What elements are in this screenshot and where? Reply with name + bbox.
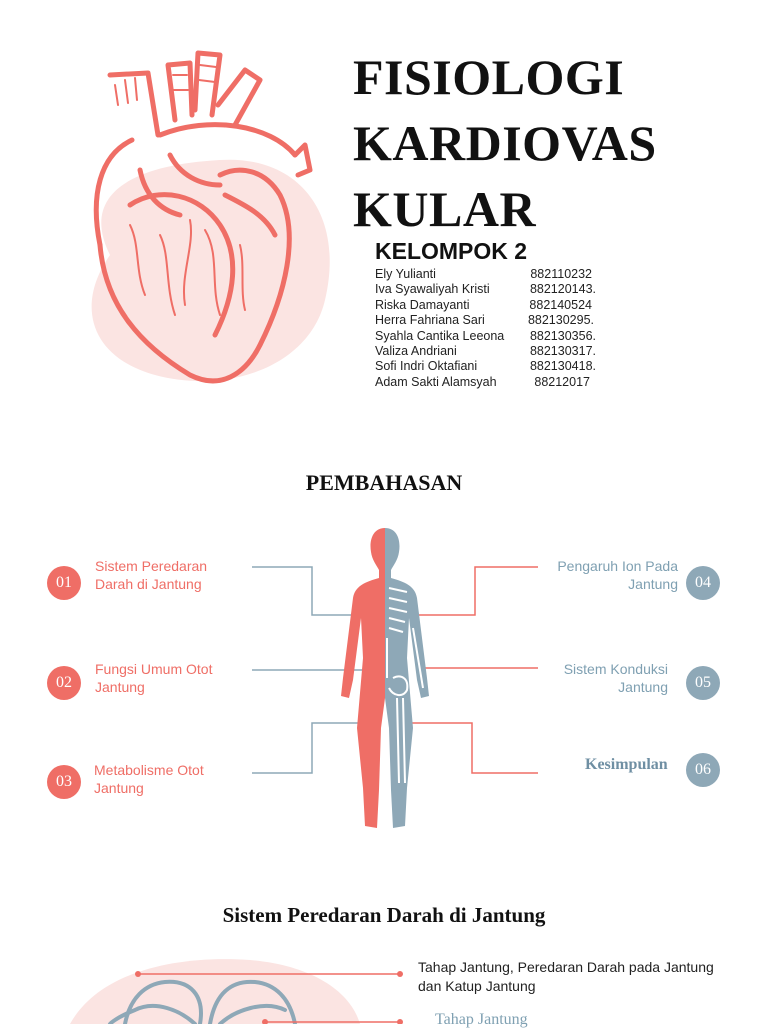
member-row xyxy=(375,375,605,390)
member-row xyxy=(375,359,605,374)
topic-label-02: Fungsi Umum Otot Jantung xyxy=(95,661,213,695)
member-nim: 882130356. xyxy=(529,328,596,343)
topic-badge-03: 03 xyxy=(47,765,81,799)
topic-badge-02: 02 xyxy=(47,666,81,700)
member-name: Iva Syawaliyah Kristi xyxy=(375,282,490,297)
member-nim: 882130418. xyxy=(529,359,596,374)
member-name: Herra Fahriana Sari xyxy=(375,313,485,328)
lungs-illustration xyxy=(60,950,420,1024)
member-row xyxy=(375,282,605,297)
member-nim: 882130317. xyxy=(529,343,596,358)
topic-badge-06: 06 xyxy=(686,753,720,787)
topic-label-03: Metabolisme Otot Jantung xyxy=(94,762,204,796)
member-nim: 882140524 xyxy=(529,297,592,312)
member-name: Sofi Indri Oktafiani xyxy=(375,359,478,374)
member-row xyxy=(375,313,605,328)
member-list xyxy=(375,267,605,390)
topic-badge-05: 05 xyxy=(686,666,720,700)
member-nim: 882120143. xyxy=(529,282,596,297)
member-name: Ely Yulianti xyxy=(375,267,436,281)
topic-label-05: Sistem Konduksi Jantung xyxy=(563,661,668,695)
member-name: Adam Sakti Alamsyah xyxy=(375,374,497,389)
heart-illustration xyxy=(70,45,340,390)
section2-point-2: Tahap Jantung xyxy=(435,1011,528,1028)
title-line-2: KARDIOVAS xyxy=(353,115,657,171)
topic-label-01: Sistem Peredaran Darah di Jantung xyxy=(95,558,208,592)
topic-label-06: Kesimpulan xyxy=(585,756,668,773)
member-nim: 882110232 xyxy=(530,267,592,281)
group-label: KELOMPOK 2 xyxy=(375,238,528,264)
topic-badge-04: 04 xyxy=(686,566,720,600)
topic-badge-01: 01 xyxy=(47,566,81,600)
topic-label-04: Pengaruh Ion Pada Jantung xyxy=(557,558,678,592)
section2-point-1: Tahap Jantung, Peredaran Darah pada Jantung dan Katup Jantung xyxy=(418,959,714,994)
member-name: Riska Damayanti xyxy=(375,297,470,312)
member-row xyxy=(375,344,605,359)
title-line-1: FISIOLOGI xyxy=(353,49,625,105)
title-line-3: KULAR xyxy=(353,181,537,237)
member-name: Syahla Cantika Leeona xyxy=(375,328,505,343)
member-row xyxy=(375,329,605,344)
member-nim: 88212017 xyxy=(534,374,590,389)
human-anatomy-figure xyxy=(335,528,435,834)
pembahasan-heading: PEMBAHASAN xyxy=(305,470,463,495)
member-nim: 882130295. xyxy=(527,313,594,328)
member-name: Valiza Andriani xyxy=(375,343,457,358)
section2-heading: Sistem Peredaran Darah di Jantung xyxy=(222,903,546,927)
member-row xyxy=(375,298,605,313)
member-row xyxy=(375,267,605,282)
